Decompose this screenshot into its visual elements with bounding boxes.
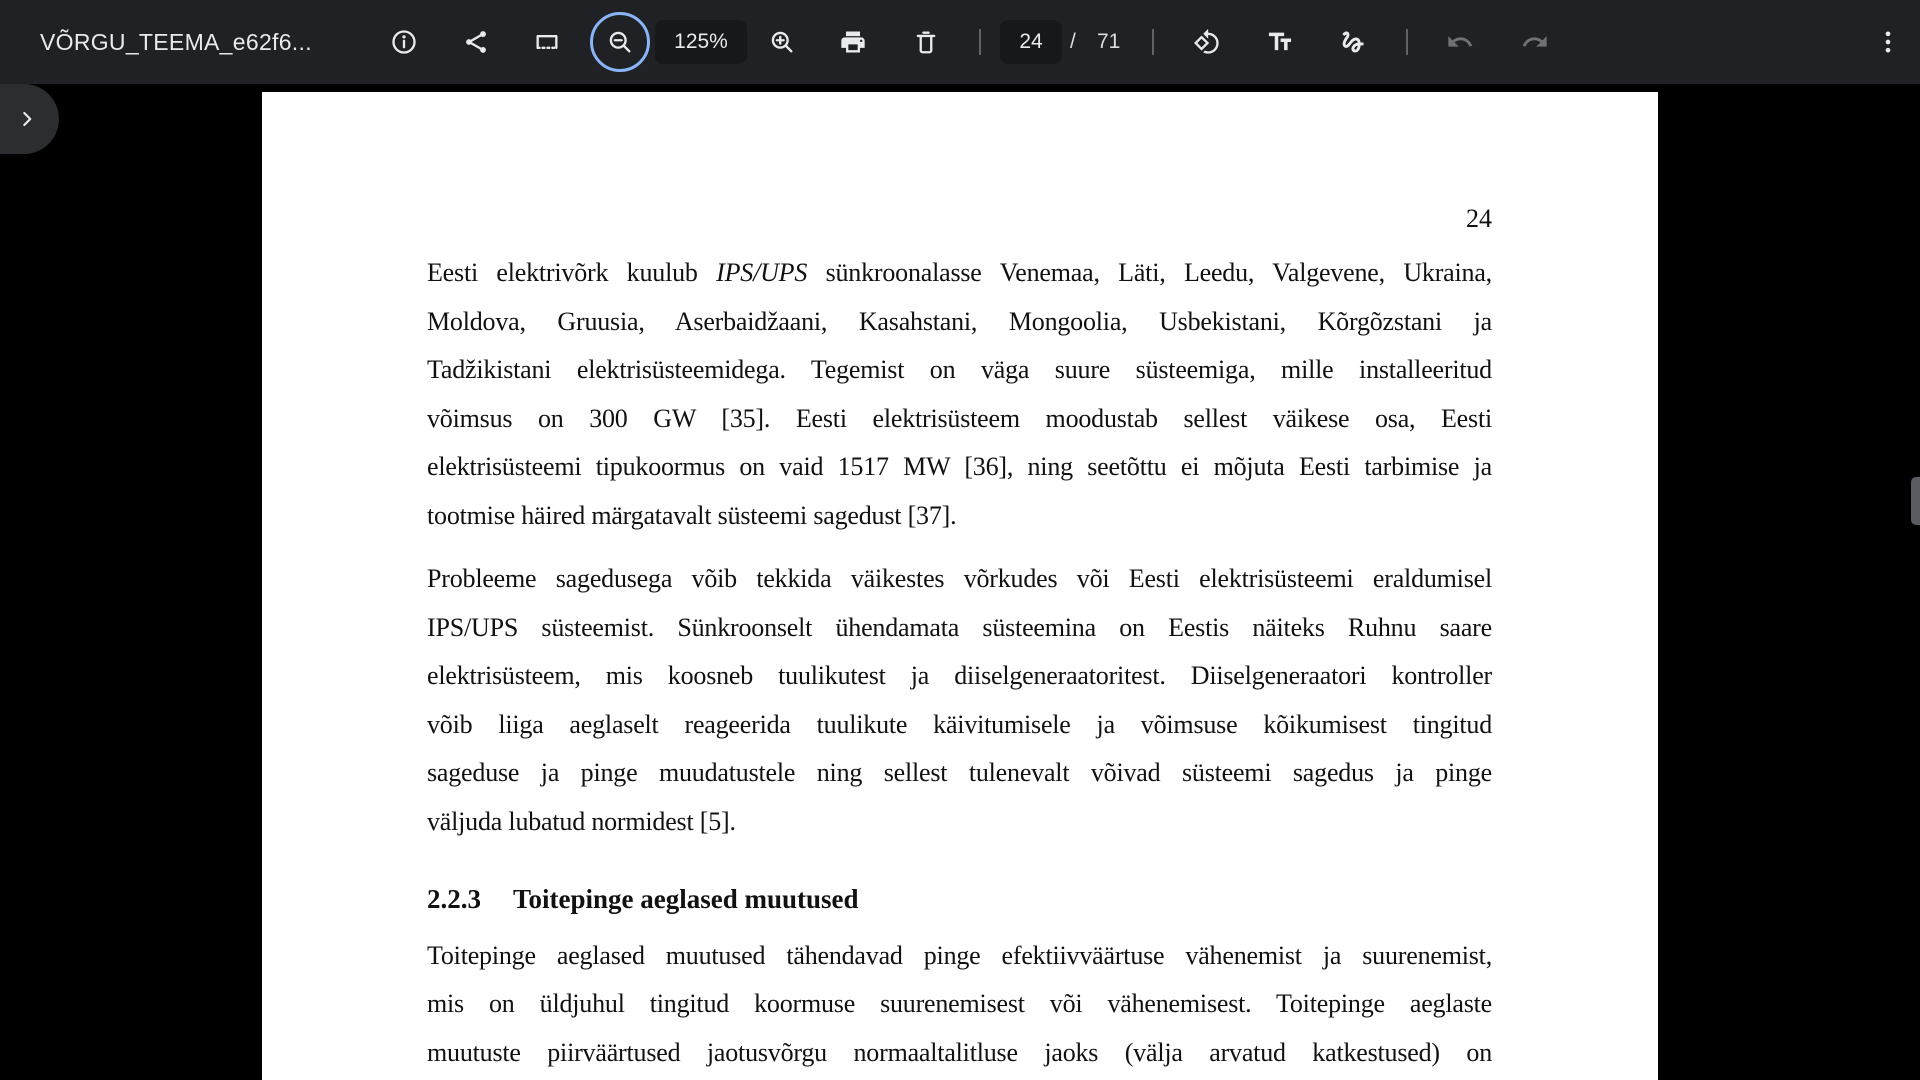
text-line: Tadžikistani elektrisüsteemidega. Tegemist on väga suure süsteemiga, mille installeeritud [427,355,1492,384]
fit-width-button[interactable] [519,14,575,70]
redo-button[interactable] [1507,14,1563,70]
undo-button[interactable] [1432,14,1488,70]
page-total: 71 [1097,30,1121,53]
zoom-out-button[interactable] [592,14,648,70]
document-viewer [0,84,1920,1080]
delete-button[interactable] [898,14,954,70]
zoom-level-field[interactable]: 125% [655,20,747,64]
text-line: mis on üldjuhul tingitud koormuse suurenemisest või vähenemisest. Toitepinge aeglaste [427,989,1492,1018]
text-line: Eesti elektrivõrk kuulub IPS/UPS sünkroonalasse Venemaa, Läti, Leedu, Valgevene, Ukraina, [427,258,1492,287]
active-tool-ring [590,12,650,72]
section-number: 2.2.3 [427,884,481,914]
redo-icon [1521,28,1549,56]
undo-icon [1446,28,1474,56]
fit-width-icon [533,28,561,56]
share-icon [462,28,490,56]
delete-icon [912,28,940,56]
rotate-icon [1193,28,1221,56]
info-button[interactable] [376,14,432,70]
vertical-scrollbar-thumb[interactable] [1911,477,1920,525]
rotate-button[interactable] [1179,14,1235,70]
paragraph [427,249,1492,540]
text-line: Toitepinge aeglased muutused tähendavad pinge efektiivväärtuse vähenemist ja suurenemist, [427,940,1492,970]
section-heading [427,875,1492,924]
paragraph [427,932,1492,1078]
toolbar-divider [979,29,981,55]
document-title: VÕRGU_TEEMA_e62f6... [40,28,312,55]
text-line: Probleeme sagedusega võib tekkida väikestes võrkudes või Eesti elektrisüsteemi eraldumisel [427,564,1492,593]
zoom-in-button[interactable] [754,14,810,70]
page-number-field[interactable]: 24 [1000,20,1062,64]
text-annotate-button[interactable] [1252,14,1308,70]
print-icon [839,28,867,56]
page-separator: / [1070,30,1076,53]
text-line: sageduse ja pinge muudatustele ning sellest tulenevalt võivad süsteemi sagedus ja pinge [427,758,1492,787]
print-button[interactable] [825,14,881,70]
chevron-right-icon [14,106,40,132]
paragraph [427,555,1492,846]
text-line: tootmise häired märgatavalt süsteemi sagedust [37]. [427,500,957,530]
text-line: väljuda lubatud normidest [5]. [427,806,736,836]
text-line: Moldova, Gruusia, Aserbaidžaani, Kasahstani, Mongoolia, Usbekistani, Kõrgõzstani ja [427,306,1492,336]
draw-button[interactable] [1325,14,1381,70]
text-line: elektrisüsteem, mis koosneb tuulikutest ja diiselgeneraatoritest. Diiselgeneraatori kontroller [427,661,1492,690]
toolbar-divider [1406,29,1408,55]
draw-icon [1339,28,1367,56]
text-line: IPS/UPS süsteemist. Sünkroonselt ühendamata süsteemina on Eestis näiteks Ruhnu saare [427,612,1492,642]
share-button[interactable] [448,14,504,70]
more-vert-icon [1874,28,1902,56]
info-icon [390,28,418,56]
document-body [427,249,1492,1077]
text-line: elektrisüsteemi tipukoormus on vaid 1517 MW [36], ning seetõttu ei mõjuta Eesti tarbimise ja [427,452,1492,481]
printed-page-number: 24 [1466,204,1492,233]
text-line: muutuste piirväärtused jaotusvõrgu normaaltalitluse jaoks (välja arvatud katkestused) on [427,1037,1492,1067]
more-options-button[interactable] [1860,14,1916,70]
section-title: Toitepinge aeglased muutused [513,884,859,914]
toolbar-divider [1152,29,1154,55]
pdf-page [262,92,1658,1080]
text-line: võib liiga aeglaselt reageerida tuulikute käivitumisele ja võimsuse kõikumisest tingitud [427,709,1492,739]
text-line: võimsus on 300 GW [35]. Eesti elektrisüsteem moodustab sellest väikese osa, Eesti [427,403,1492,433]
toolbar [0,0,1920,84]
text-annotate-icon [1266,28,1294,56]
zoom-in-icon [768,28,796,56]
